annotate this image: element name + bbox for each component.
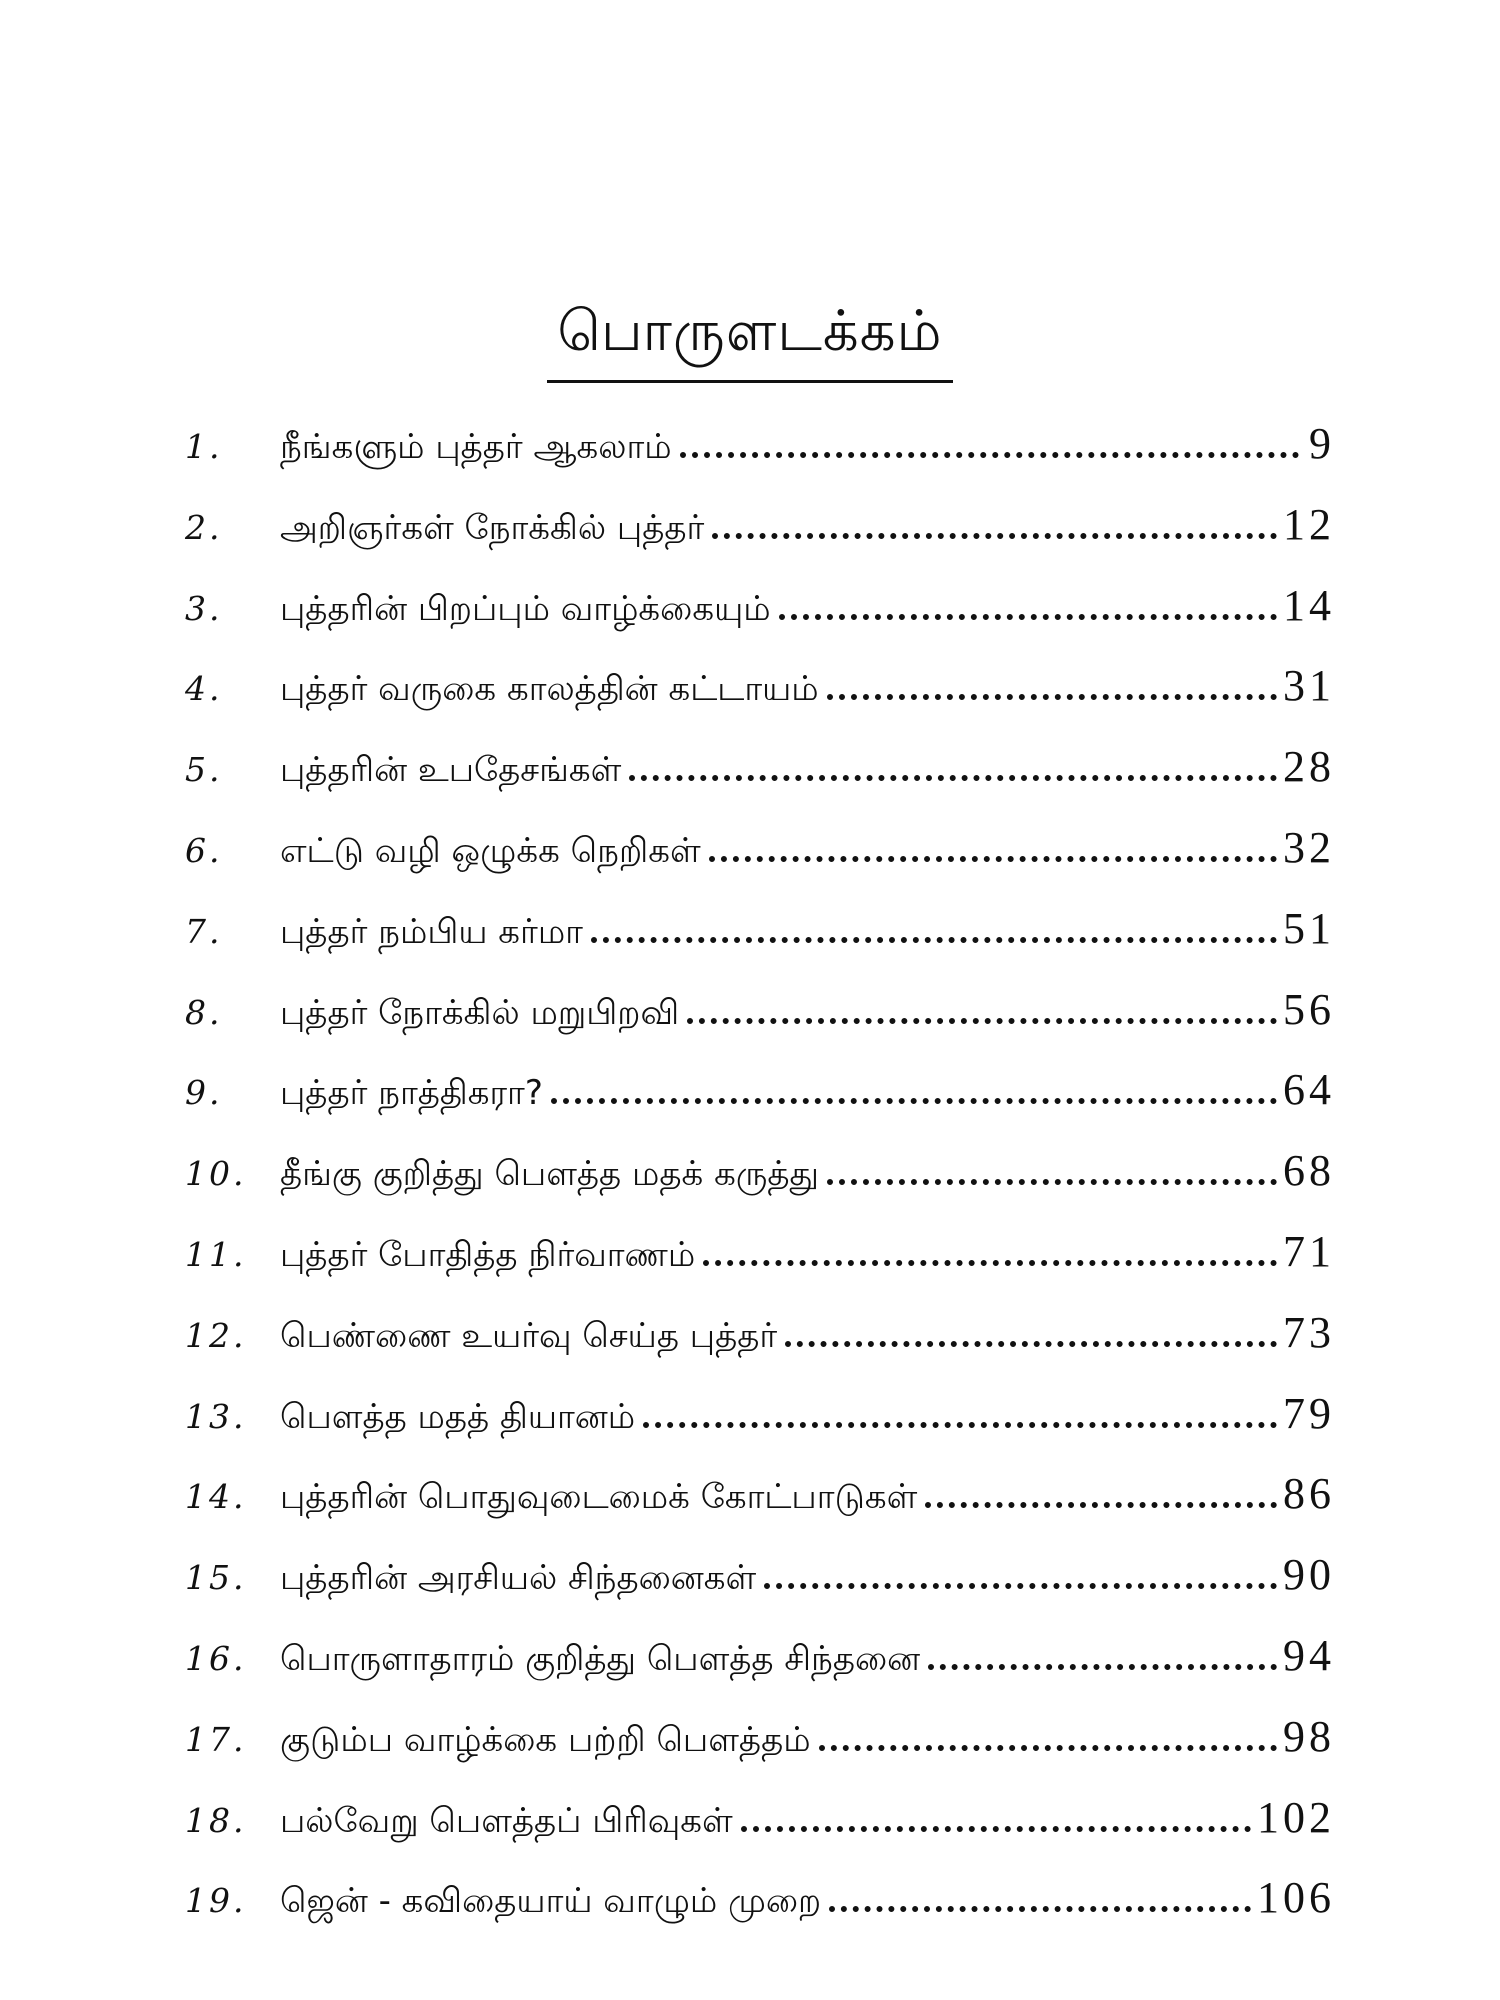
toc-entry (185, 1226, 1335, 1307)
toc-dot-leader (827, 694, 1277, 700)
toc-entry-number: 9. (185, 1073, 223, 1113)
toc-dot-leader (819, 1745, 1277, 1751)
toc-entry-title: ஜென் - கவிதையாய் வாழும் முறை (280, 1881, 822, 1922)
toc-dot-leader (928, 1664, 1277, 1670)
toc-entry-title: புத்தரின் அரசியல் சிந்தனைகள் (280, 1558, 757, 1599)
toc-entry-title: புத்தர் நம்பிய கர்மா (280, 911, 583, 952)
toc-entry (185, 984, 1335, 1065)
toc-entry-number: 1. (185, 427, 223, 466)
toc-dot-leader (643, 1422, 1277, 1428)
toc-entry-page-number: 98 (1283, 1711, 1335, 1761)
toc-entry-number: 13. (185, 1396, 247, 1436)
toc-entry-title: புத்தர் நாத்திகரா? (280, 1073, 543, 1114)
toc-entry-page-number: 56 (1283, 984, 1335, 1034)
toc-dot-leader (629, 775, 1277, 781)
toc-entry-number: 12. (185, 1315, 247, 1355)
toc-entry-title: பொருளாதாரம் குறித்து பௌத்த சிந்தனை (280, 1638, 921, 1679)
toc-dot-leader (741, 1826, 1251, 1832)
toc-entry-number: 8. (185, 992, 223, 1032)
toc-entry-title: புத்தர் போதித்த நிர்வாணம் (280, 1234, 696, 1275)
toc-entry-title: தீங்கு குறித்து பௌத்த மதக் கருத்து (280, 1154, 819, 1195)
toc-entry (185, 660, 1335, 741)
toc-entry-number: 10. (185, 1154, 247, 1194)
toc-entry (185, 822, 1335, 903)
toc-entry-number: 17. (185, 1719, 247, 1759)
toc-entry-page-number: 79 (1283, 1388, 1335, 1438)
toc-entry-title: குடும்ப வாழ்க்கை பற்றி பௌத்தம் (280, 1719, 811, 1760)
toc-entry-page-number: 106 (1257, 1873, 1335, 1923)
toc-entry-title: பௌத்த மதத் தியானம் (280, 1396, 636, 1437)
toc-entry-page-number: 102 (1257, 1792, 1335, 1842)
toc-entry-number: 3. (185, 588, 223, 628)
toc-entry (185, 580, 1335, 661)
toc-entry-page-number: 28 (1283, 742, 1335, 792)
toc-entry (185, 499, 1335, 580)
toc-entry (185, 1630, 1335, 1711)
toc-entry-number: 16. (185, 1638, 247, 1678)
toc-dot-leader (709, 856, 1277, 862)
toc-dot-leader (779, 614, 1277, 620)
toc-entry-title: புத்தர் நோக்கில் மறுபிறவி (280, 992, 680, 1033)
toc-dot-leader (687, 1018, 1277, 1024)
toc-dot-leader (703, 1260, 1277, 1266)
toc-dot-leader (925, 1502, 1277, 1508)
toc-entry (185, 1872, 1335, 1953)
toc-entry (185, 741, 1335, 822)
title-block (0, 300, 1500, 383)
toc-entry-title: பெண்ணை உயர்வு செய்த புத்தர் (280, 1315, 778, 1356)
toc-entry-page-number: 86 (1283, 1469, 1335, 1519)
toc-entry-page-number: 32 (1283, 822, 1335, 872)
toc-entry-number: 6. (185, 830, 223, 870)
toc-entry-number: 4. (185, 669, 223, 709)
toc-entry-number: 18. (185, 1800, 247, 1840)
toc-dot-leader (680, 452, 1299, 458)
toc-entry-title: புத்தரின் பொதுவுடைமைக் கோட்பாடுகள் (280, 1477, 918, 1518)
toc-entry-number: 5. (185, 750, 223, 790)
toc-entry-number: 2. (185, 507, 223, 547)
toc-entry (185, 1792, 1335, 1873)
toc-entry-title: புத்தரின் உபதேசங்கள் (280, 750, 622, 791)
table-of-contents (185, 418, 1335, 1953)
toc-entry-title: அறிஞர்கள் நோக்கில் புத்தர் (280, 507, 705, 548)
toc-entry-page-number: 31 (1283, 661, 1335, 711)
toc-entry (185, 1307, 1335, 1388)
toc-entry-number: 7. (185, 911, 223, 951)
toc-dot-leader (591, 937, 1277, 943)
toc-entry-page-number: 90 (1283, 1550, 1335, 1600)
toc-entry-number: 11. (185, 1234, 247, 1274)
toc-entry-title: எட்டு வழி ஒழுக்க நெறிகள் (280, 830, 701, 871)
toc-entry-page-number: 9 (1309, 419, 1335, 468)
toc-entry-number: 19. (185, 1881, 247, 1921)
toc-entry (185, 1468, 1335, 1549)
toc-dot-leader (829, 1906, 1251, 1912)
toc-entry-title: புத்தரின் பிறப்பும் வாழ்க்கையும் (280, 588, 771, 629)
page-title: பொருளடக்கம் (547, 300, 952, 383)
toc-dot-leader (551, 1098, 1277, 1104)
toc-entry-page-number: 12 (1283, 499, 1335, 549)
toc-entry-page-number: 64 (1283, 1065, 1335, 1115)
toc-entry (185, 1711, 1335, 1792)
toc-dot-leader (764, 1583, 1277, 1589)
toc-dot-leader (785, 1341, 1277, 1347)
toc-entry-title: புத்தர் வருகை காலத்தின் கட்டாயம் (280, 669, 819, 710)
toc-entry (185, 1388, 1335, 1469)
toc-entry-number: 15. (185, 1558, 247, 1598)
toc-entry-title: நீங்களும் புத்தர் ஆகலாம் (280, 427, 672, 467)
toc-entry-page-number: 73 (1283, 1307, 1335, 1357)
toc-entry (185, 903, 1335, 984)
toc-entry (185, 418, 1335, 499)
toc-entry-page-number: 94 (1283, 1630, 1335, 1680)
toc-entry-page-number: 14 (1283, 580, 1335, 630)
toc-entry-page-number: 51 (1283, 903, 1335, 953)
toc-entry-page-number: 71 (1283, 1226, 1335, 1276)
toc-entry (185, 1145, 1335, 1226)
toc-dot-leader (827, 1179, 1277, 1185)
toc-entry (185, 1549, 1335, 1630)
toc-entry-number: 14. (185, 1477, 247, 1517)
toc-entry-title: பல்வேறு பௌத்தப் பிரிவுகள் (280, 1800, 733, 1841)
toc-entry-page-number: 68 (1283, 1146, 1335, 1196)
toc-dot-leader (712, 533, 1277, 539)
toc-entry (185, 1064, 1335, 1145)
